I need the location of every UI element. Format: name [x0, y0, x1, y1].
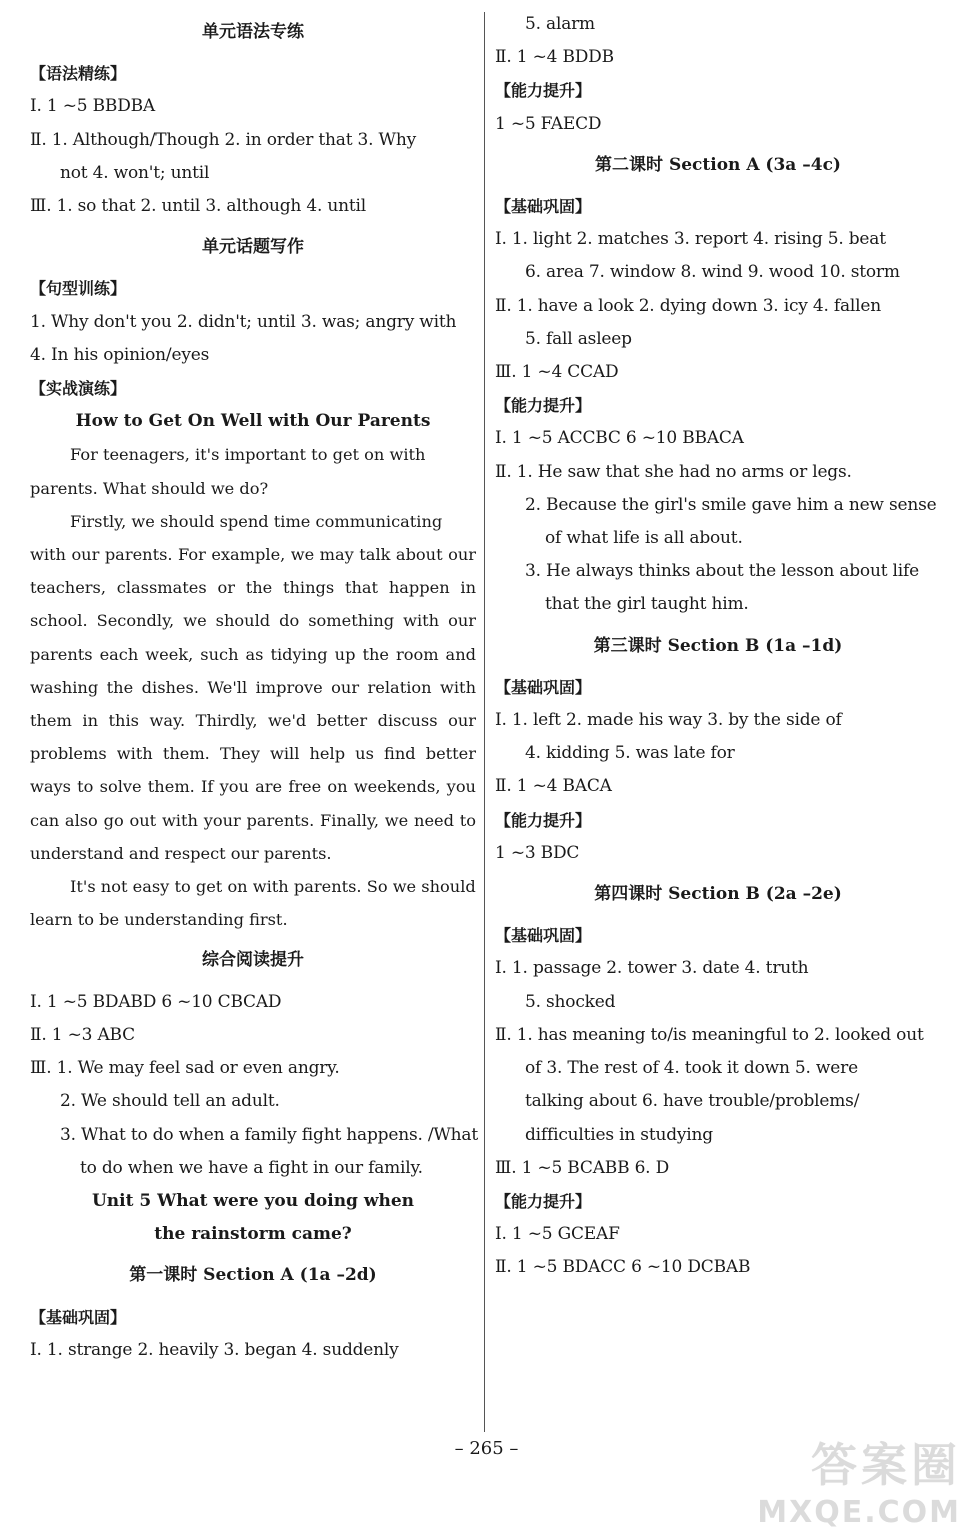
answer-line: Ⅲ. 1. We may feel sad or even angry. [30, 1058, 340, 1079]
paragraph-text: learn to be understanding first. [30, 910, 288, 930]
answer-line: Ⅱ. 1 ~3 ABC [30, 1024, 135, 1045]
answer-line: Ⅰ. 1 ~5 ACCBC 6 ~10 BBACA [495, 428, 744, 449]
answer-line: of what life is all about. [545, 528, 743, 549]
answer-line: 1 ~5 FAECD [495, 113, 602, 134]
answer-line: Ⅰ. 1. passage 2. tower 3. date 4. truth [495, 958, 809, 979]
answer-line: Ⅰ. 1. light 2. matches 3. report 4. rising 5. beat [495, 229, 886, 250]
answer-line: 6. area 7. window 8. wind 9. wood 10. storm [525, 262, 900, 283]
essay-paragraph [30, 505, 476, 870]
answer-line: Ⅰ. 1 ~5 BDABD 6 ~10 CBCAD [30, 991, 282, 1012]
subsection-label: 【能力提升】 [495, 396, 592, 416]
answer-line: 5. alarm [525, 14, 595, 34]
answer-line: 2. We should tell an adult. [60, 1091, 280, 1112]
answer-line: talking about 6. have trouble/problems/ [525, 1091, 860, 1112]
answer-line: difficulties in studying [525, 1124, 713, 1145]
answer-line: 5. shocked [525, 991, 616, 1012]
lesson-heading: 第一课时 Section A (1a –2d) [129, 1265, 377, 1286]
unit-title: Unit 5 What were you doing when [91, 1190, 415, 1211]
answer-line: Ⅲ. 1. so that 2. until 3. although 4. until [30, 196, 366, 217]
answer-line: Ⅱ. 1 ~5 BDACC 6 ~10 DCBAB [495, 1257, 751, 1278]
paragraph-text: with our parents. For example, we may talk about our teachers, classmates or the things that happen in school. Secondly, we should do something with our parents each week, such as tidying up the room and washing the dishes. We'll improve our relation with them in this way. Thirdly, we'd better discuss our problems with them. They will help us find better ways to solve them. If you are free on weekends, you can also go out with your parents. Finally, we need to understand and respect our parents. [30, 545, 476, 863]
column-divider [484, 12, 485, 1432]
watermark-logo [751, 1429, 961, 1530]
answer-line: Ⅱ. 1. has meaning to/is meaningful to 2. looked out [495, 1024, 924, 1045]
subsection-label: 【基础巩固】 [30, 1307, 127, 1327]
page-number: – 265 – [454, 1438, 519, 1459]
answer-line: that the girl taught him. [545, 594, 749, 615]
paragraph-text: parents. What should we do? [30, 478, 269, 498]
lesson-heading: 第二课时 Section A (3a –4c) [595, 154, 841, 175]
essay-title: How to Get On Well with Our Parents [75, 411, 431, 432]
paragraph-first-line: Firstly, we should spend time communicating [70, 511, 443, 531]
paragraph-first-line: For teenagers, it's important to get on with [70, 445, 426, 465]
subsection-label: 【语法精练】 [30, 64, 127, 84]
answer-line: 3. He always thinks about the lesson about life [525, 561, 919, 582]
answer-line: Ⅱ. 1. have a look 2. dying down 3. icy 4. fallen [495, 295, 882, 316]
answer-line: Ⅰ. 1 ~5 GCEAF [495, 1224, 620, 1245]
section-heading: 单元语法专练 [202, 22, 304, 42]
subsection-label: 【基础巩固】 [495, 677, 592, 697]
watermark-url: MXQE.COM [757, 1495, 961, 1530]
answer-line: Ⅱ. 1 ~4 BDDB [495, 47, 614, 68]
answer-line: not 4. won't; until [60, 162, 210, 183]
left-column [30, 8, 476, 1367]
essay-paragraph [30, 870, 476, 936]
subsection-label: 【基础巩固】 [495, 926, 592, 946]
answer-line: 4. kidding 5. was late for [525, 743, 735, 764]
answer-line: 1 ~3 BDC [495, 842, 580, 863]
answer-line: Ⅲ. 1 ~5 BCABB 6. D [495, 1157, 670, 1178]
answer-line: to do when we have a fight in our family. [80, 1157, 423, 1178]
answer-line: Ⅱ. 1 ~4 BACA [495, 776, 612, 797]
paragraph-first-line: It's not easy to get on with parents. So we should [70, 877, 476, 897]
subsection-label: 【能力提升】 [495, 81, 592, 101]
subsection-label: 【基础巩固】 [495, 197, 592, 217]
answer-line: 5. fall asleep [525, 328, 632, 349]
answer-line: of 3. The rest of 4. took it down 5. were [525, 1058, 858, 1079]
lesson-heading: 第三课时 Section B (1a –1d) [593, 635, 843, 656]
section-heading: 单元话题写作 [202, 237, 304, 258]
subsection-label: 【能力提升】 [495, 810, 592, 830]
answer-line: Ⅱ. 1. He saw that she had no arms or legs. [495, 461, 852, 482]
section-heading: 综合阅读提升 [202, 950, 304, 971]
answer-line: Ⅰ. 1 ~5 BBDBA [30, 96, 155, 117]
answer-line: Ⅱ. 1. Although/Though 2. in order that 3. Why [30, 129, 416, 150]
right-column [495, 8, 941, 1285]
unit-title: the rainstorm came? [154, 1224, 352, 1245]
answer-line: 2. Because the girl's smile gave him a new sense [525, 494, 937, 515]
lesson-heading: 第四课时 Section B (2a –2e) [594, 884, 842, 905]
subsection-label: 【能力提升】 [495, 1191, 592, 1211]
answer-line: Ⅲ. 1 ~4 CCAD [495, 362, 619, 383]
answer-line: 4. In his opinion/eyes [30, 344, 210, 365]
answer-line: Ⅰ. 1. left 2. made his way 3. by the side of [495, 710, 842, 731]
subsection-label: 【实战演练】 [30, 379, 127, 399]
watermark-text: 答案圈 [811, 1438, 961, 1492]
essay-paragraph [30, 438, 476, 504]
answer-line: 1. Why don't you 2. didn't; until 3. was; angry with [30, 311, 457, 332]
answer-line: Ⅰ. 1. strange 2. heavily 3. began 4. suddenly [30, 1339, 399, 1360]
answer-line: 3. What to do when a family fight happens. /What [60, 1124, 478, 1145]
subsection-label: 【句型训练】 [30, 279, 127, 299]
